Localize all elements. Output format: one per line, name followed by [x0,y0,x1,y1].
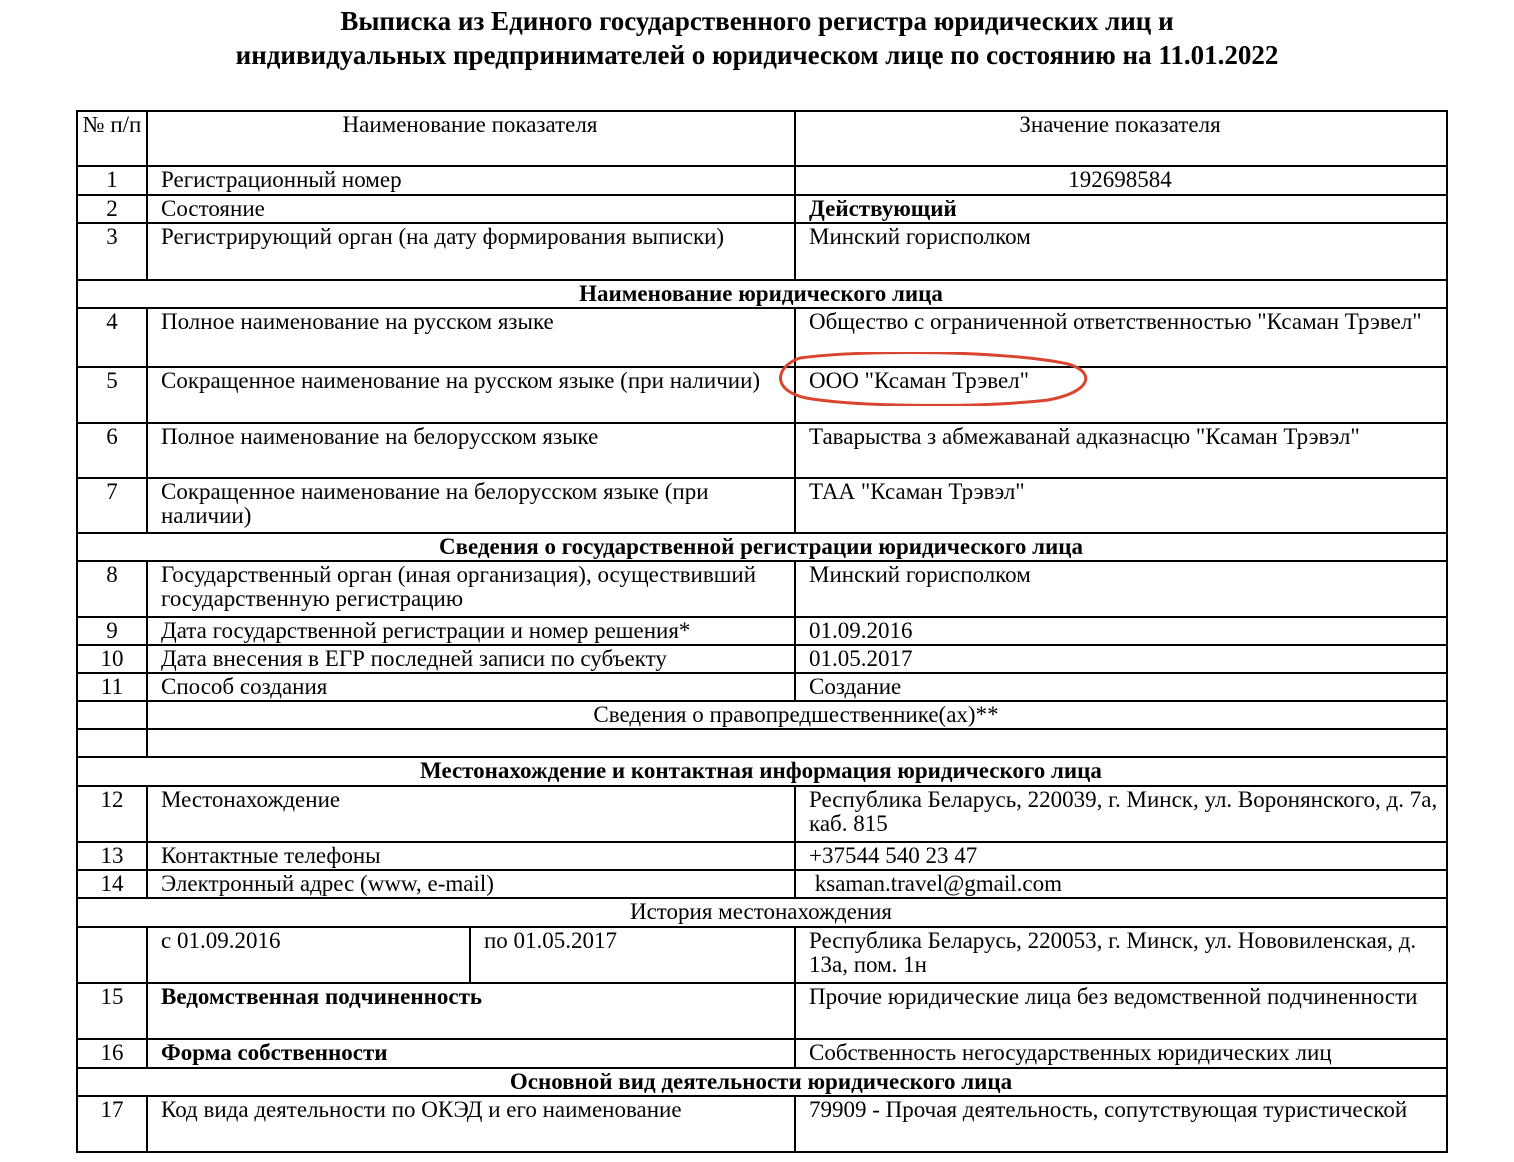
register-extract-table [76,110,1448,1153]
row-name: Дата внесения в ЕГР последней записи по субъекту [147,645,795,673]
empty-cell [77,701,147,729]
row-num: 13 [77,842,147,870]
row-num: 3 [77,223,147,280]
section-row [77,757,1447,786]
section-row [77,533,1447,561]
document-title [0,4,1514,72]
row-name: Электронный адрес (www, e-mail) [147,870,795,898]
section-row [77,280,1447,308]
row-value: Минский горисполком [795,561,1447,617]
table-row [77,786,1447,842]
row-value: 01.05.2017 [795,645,1447,673]
status-value: Действующий [795,195,1447,223]
table-row [77,166,1447,195]
title-line-1: Выписка из Единого государственного регистра юридических лиц и [340,6,1174,36]
history-to: по 01.05.2017 [470,927,795,983]
section-heading: Основной вид деятельности юридического лица [77,1068,1447,1096]
row-value: 01.09.2016 [795,617,1447,645]
table-row [77,645,1447,673]
row-num: 4 [77,308,147,367]
row-value: ТАА "Ксаман Трэвэл" [795,478,1447,533]
row-num: 14 [77,870,147,898]
location-history-heading: История местонахождения [77,898,1447,927]
row-name: Государственный орган (иная организация), осуществивший государственную регистрацию [147,561,795,617]
table-row [77,983,1447,1039]
row-name: Регистрационный номер [147,166,795,195]
row-num: 12 [77,786,147,842]
table-row [77,478,1447,533]
row-num: 9 [77,617,147,645]
row-value: +37544 540 23 47 [795,842,1447,870]
email-value: ksaman.travel@gmail.com [795,870,1447,898]
section-heading: Сведения о государственной регистрации юридического лица [77,533,1447,561]
header-value: Значение показателя [795,111,1447,166]
row-name: Сокращенное наименование на русском языке (при наличии) [147,367,795,423]
predecessors-heading: Сведения о правопредшественнике(ах)** [147,701,1447,729]
short-name-value: ООО "Ксаман Трэвел" [795,367,1447,423]
section-row [77,1068,1447,1096]
row-num: 1 [77,166,147,195]
history-from: с 01.09.2016 [147,927,470,983]
table-header-row [77,111,1447,166]
row-name: Полное наименование на русском языке [147,308,795,367]
row-num: 6 [77,423,147,478]
registration-number: 192698584 [795,166,1447,195]
row-name: Местонахождение [147,786,795,842]
table-row [77,195,1447,223]
empty-cell [77,927,147,983]
row-name: Регистрирующий орган (на дату формирования выписки) [147,223,795,280]
row-num: 17 [77,1096,147,1152]
table-row [77,223,1447,280]
title-line-2: индивидуальных предпринимателей о юридическом лице по состоянию на 11.01.2022 [235,40,1279,70]
row-num: 15 [77,983,147,1039]
row-name: Состояние [147,195,795,223]
history-row [77,927,1447,983]
table-row [77,367,1447,423]
row-name: Полное наименование на белорусском языке [147,423,795,478]
table-row [77,617,1447,645]
table-row [77,842,1447,870]
table-row [77,673,1447,701]
row-num: 11 [77,673,147,701]
table-row [77,423,1447,478]
empty-cell [77,729,147,757]
row-name: Дата государственной регистрации и номер решения* [147,617,795,645]
row-num: 2 [77,195,147,223]
history-address: Республика Беларусь, 220053, г. Минск, ул. Нововиленская, д. 13а, пом. 1н [795,927,1447,983]
header-num: № п/п [77,111,147,166]
row-num: 8 [77,561,147,617]
row-value: Минский горисполком [795,223,1447,280]
row-num: 5 [77,367,147,423]
row-num: 16 [77,1039,147,1068]
row-name: Код вида деятельности по ОКЭД и его наименование [147,1096,795,1152]
row-value: Таварыства з абмежаванай адказнасцю "Ксаман Трэвэл" [795,423,1447,478]
table-row [77,1039,1447,1068]
row-name: Сокращенное наименование на белорусском языке (при наличии) [147,478,795,533]
row-name: Форма собственности [147,1039,795,1068]
row-value: 79909 - Прочая деятельность, сопутствующая туристической [795,1096,1447,1152]
row-name: Ведомственная подчиненность [147,983,795,1039]
table-row [77,308,1447,367]
row-value: Собственность негосударственных юридических лиц [795,1039,1447,1068]
row-value: Республика Беларусь, 220039, г. Минск, ул. Воронянского, д. 7а, каб. 815 [795,786,1447,842]
row-value: Создание [795,673,1447,701]
section-row [77,898,1447,927]
row-num: 7 [77,478,147,533]
section-heading: Местонахождение и контактная информация юридического лица [77,757,1447,786]
section-heading: Наименование юридического лица [77,280,1447,308]
empty-cell [147,729,1447,757]
empty-row [77,729,1447,757]
row-value: Общество с ограниченной ответственностью "Ксаман Трэвел" [795,308,1447,367]
row-name: Способ создания [147,673,795,701]
table-row [77,561,1447,617]
row-name: Контактные телефоны [147,842,795,870]
row-value: Прочие юридические лица без ведомственной подчиненности [795,983,1447,1039]
table-row [77,870,1447,898]
header-name: Наименование показателя [147,111,795,166]
table-row [77,1096,1447,1152]
section-row [77,701,1447,729]
row-num: 10 [77,645,147,673]
